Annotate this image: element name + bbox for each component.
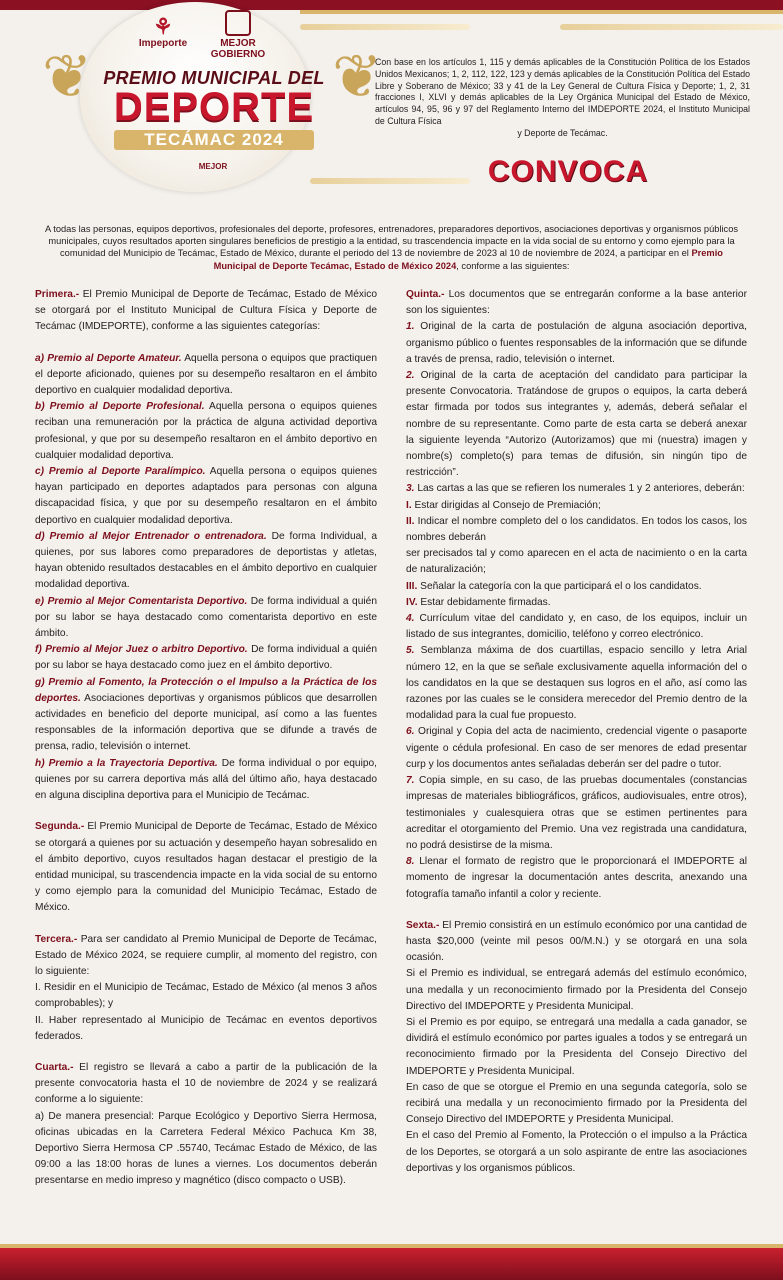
category-title: g) Premio al Fomento, la Protección o el Impulso a la Práctica de los deportes. xyxy=(35,676,377,704)
document-item xyxy=(406,773,747,854)
intro-paragraph xyxy=(40,223,743,272)
item-number: 4. xyxy=(406,613,415,625)
base-label: Tercera.- xyxy=(35,933,78,945)
item-number: 8. xyxy=(406,856,415,868)
item-text: Original y Copia del acta de nacimiento, credencial vigente o pasaporte vigente o cédula profesional. En caso de ser menores de edad presentar curp y los documentos antes señaladas deberán ser del padre o tutor. xyxy=(406,726,747,770)
tercera-base xyxy=(35,932,377,981)
category-text: De forma Individual, a quienes, por sus labores como preparadores de deportistas y atletas, hayan obtenido resultados destacables en el ámbito deportivo en cualquier modalidad deportiva. xyxy=(35,530,377,591)
category-c xyxy=(35,464,377,529)
category-e xyxy=(35,594,377,643)
base-label: Segunda.- xyxy=(35,821,85,833)
left-column xyxy=(35,287,377,1190)
item-text: Semblanza máxima de dos cuartillas, espacio sencillo y letra Arial número 12, en la que se señale exclusivamente aquella información del o los candidatos en la que se destaquen sus logros en el año, así como las razones por las cuales se le considera merecedor del Premio dentro de la modalidad para la cual fue propuesto. xyxy=(406,645,747,722)
base-text: Para ser candidato al Premio Municipal de Deporte de Tecámac, Estado de México 2024, se requiere cumplir, al momento del registro, con lo siguiente: xyxy=(35,933,377,977)
base-label: Sexta.- xyxy=(406,919,440,931)
prize-paragraph: En caso de que se otorgue el Premio en una segunda categoría, solo se recibirá una medalla y un reconocimiento firmado por la Presidenta del Consejo Directivo del IMDEPORTE y Presidenta Municipal. xyxy=(406,1081,747,1126)
decorative-stripe xyxy=(560,24,783,30)
athletes-icon: ⚘ xyxy=(153,14,173,39)
sexta-base xyxy=(406,918,747,967)
category-title: e) Premio al Mejor Comentarista Deportivo. xyxy=(35,595,248,607)
top-gold-stripe xyxy=(300,10,783,14)
sub-item xyxy=(406,498,747,514)
impeporte-label: Impeporte xyxy=(138,38,188,49)
quinta-base xyxy=(406,287,747,319)
item-roman: I. xyxy=(406,499,412,511)
category-title: d) Premio al Mejor Entrenador o entrenadora. xyxy=(35,530,267,542)
convoca-heading: CONVOCA xyxy=(487,155,649,188)
category-text: De forma individual a quién por su labor se haya destacado como comentarista deportivo en este ámbito. xyxy=(35,595,377,640)
requirement-i: I. Residir en el Municipio de Tecámac, Estado de México (al menos 3 años comprobables); y xyxy=(35,982,377,1010)
item-text: Indicar el nombre completo del o los candidatos. En todos los casos, los nombres deberán xyxy=(406,515,747,544)
requirement-ii: II. Haber representado al Municipio de Tecámac en eventos deportivos federados. xyxy=(35,1014,377,1042)
impeporte-logo xyxy=(128,16,198,49)
base-label: Cuarta.- xyxy=(35,1061,74,1073)
registration-location: a) De manera presencial: Parque Ecológico y Deportivo Sierra Hermosa, oficinas ubicadas en la Carretera Federal México Pachuca Km 38, Deportivo Sierra Hermosa CP .55740, Tecámac Estado de México, de las 09:00 a las 18:00 horas de lunes a viernes. Los documentos deberán presentarse en medio impreso y magnético (disco compacto o USB). xyxy=(35,1110,377,1187)
prize-paragraph: Si el Premio es individual, se entregará además del estímulo económico, una medalla y un reconocimiento firmado por la Presidenta del Consejo Directivo del IMDEPORTE y Presidenta Municipal. xyxy=(406,968,747,1012)
primera-base xyxy=(35,287,377,336)
category-title: b) Premio al Deporte Profesional. xyxy=(35,401,205,413)
category-g xyxy=(35,675,377,756)
legal-text-last: y Deporte de Tecámac. xyxy=(517,127,608,138)
category-text: De forma individual a quién por su labor se haya destacado como juez en el ámbito deportivo. xyxy=(35,644,377,672)
item-number: 6. xyxy=(406,726,415,738)
item-text: Original de la carta de postulación de alguna asociación deportiva, organismo público o fuentes responsables de la información que se difunde a través de prensa, radio, televisión o internet. xyxy=(406,321,747,365)
bottom-bar xyxy=(0,1248,783,1280)
base-text: El registro se llevará a cabo a partir de la publicación de la presente convocatoria hasta el 10 de noviembre de 2024 y se realizará conforme a lo siguiente: xyxy=(35,1061,377,1106)
base-text: El Premio Municipal de Deporte de Tecámac, Estado de México se otorgará a quienes por su actuación y desempeño hayan sobresalido en el ámbito deportivo, cuyos resultados hagan destacar el prestigio de la entidad municipal, su trascendencia impacte en la vida social de su entorno y como ejemplo para la comunidad del Municipio Tecámac, Estado de México. xyxy=(35,821,377,914)
base-text: El Premio consistirá en un estímulo económico por una cantidad de hasta $20,000 (veinte mil pesos 00/M.N.) y se otorgará en una sola ocasión. xyxy=(406,919,747,964)
document-item xyxy=(406,319,747,368)
category-text: Aquella persona o equipos quienes reciban una remuneración por la práctica de alguna actividad deportiva profesional, y que por su desempeño resaltaron en el ámbito deportivo en cualquier modalidad deportiva. xyxy=(35,401,377,461)
document-item xyxy=(406,611,747,643)
category-a xyxy=(35,351,377,400)
item-text: Estar dirigidas al Consejo de Premiación; xyxy=(411,499,601,511)
category-title: h) Premio a la Trayectoria Deportiva. xyxy=(35,757,218,769)
category-title: a) Premio al Deporte Amateur. xyxy=(35,352,182,364)
category-h xyxy=(35,756,377,805)
document-item xyxy=(406,854,747,903)
item-roman: IV. xyxy=(406,596,418,608)
item-text: Señalar la categoría con la que participará el o los candidatos. xyxy=(417,580,702,592)
category-text: Aquella persona o equipos quienes hayan participado en deportes adaptados para personas con alguna discapacidad física, y que por su desempeño resaltaron en el ámbito deportivo en cualquier modalidad deportiva. xyxy=(35,466,377,526)
category-text: Aquella persona o equipos que practiquen el deporte aficionado, quienes por su desempeño resaltaron en el ámbito deportivo en cualquier modalidad deportiva. xyxy=(35,352,377,397)
legal-basis xyxy=(375,57,750,140)
category-text: Asociaciones deportivas y organismos públicos que desarrollen actividades en beneficio del deporte municipal, así como a las fuentes responsables de la información deportiva que se difunde a través de prensa, radio, televisión o internet. xyxy=(35,692,377,753)
intro-award-name: Premio Municipal de Deporte Tecámac, Estado de México 2024 xyxy=(213,248,723,271)
intro-end: , conforme a las siguientes: xyxy=(456,260,570,271)
cuarta-base xyxy=(35,1060,377,1109)
item-text: Currículum vitae del candidato y, en caso, de los equipos, incluir un listado de sus integrantes, domicilio, teléfono y correo electrónico. xyxy=(406,613,747,641)
sub-item xyxy=(406,595,747,611)
tecamac-year-banner: TECÁMAC 2024 xyxy=(114,130,314,150)
sub-item xyxy=(406,514,747,546)
category-b xyxy=(35,399,377,464)
item-number: 2. xyxy=(406,370,415,382)
mejor-gobierno-logo xyxy=(208,10,268,60)
item-text: Copia simple, en su caso, de las pruebas documentales (constancias impresas de materiales bibliográficos, gráficos, audiovisuales, entre otros), testimoniales y cualesquiera otras que se estimen pertinentes para acreditar el otorgamiento del Premio. Una vez registrada una candidatura, no podrá desistirse de la misma. xyxy=(406,775,747,851)
document-item xyxy=(406,368,747,481)
base-label: Primera.- xyxy=(35,289,80,300)
document-item xyxy=(406,643,747,724)
document-item xyxy=(406,724,747,773)
item-number: 7. xyxy=(406,775,415,787)
sub-item-continuation: ser precisados tal y como aparecen en el acta de nacimiento o en la carta de naturalización; xyxy=(406,548,747,576)
item-number: 3. xyxy=(406,483,415,495)
document-item xyxy=(406,481,747,497)
sub-item xyxy=(406,579,747,595)
item-text: Las cartas a las que se refieren los numerales 1 y 2 anteriores, deberán: xyxy=(414,483,745,495)
prize-paragraph: En el caso del Premio al Fomento, la Protección o el impulso a la Práctica de los Deportes, se otorgará a un solo aspirante de entre las asociaciones deportivas y los organismos públicos. xyxy=(406,1130,747,1174)
base-label: Quinta.- xyxy=(406,289,445,300)
premio-heading: PREMIO MUNICIPAL DEL xyxy=(103,68,325,88)
award-emblem xyxy=(32,2,383,192)
intro-text: A todas las personas, equipos deportivos, profesionales del deporte, profesores, entrenadores, preparadores deportivos, asociaciones deportivas y organismos públicos municipales, cuyos resultados aporten singulares beneficios de prestigio a la entidad, su trascendencia impacte en la vida social de su entorno y como ejemplo para la comunidad del Municipio de Tecámac, Estado de México, durante el periodo del 13 de noviembre de 2023 al 10 de noviembre de 2024, a participar en el xyxy=(44,224,739,259)
municipal-seal-icon xyxy=(225,10,251,36)
right-column xyxy=(406,287,747,1177)
category-d xyxy=(35,529,377,594)
segunda-base xyxy=(35,819,377,916)
category-text: De forma individual o por equipo, quienes por su carrera deportiva más allá del último año, haya destacado en alguna disciplina deportiva para el Municipio de Tecámac. xyxy=(35,757,378,802)
item-number: 5. xyxy=(406,645,415,657)
item-number: 1. xyxy=(406,321,415,333)
item-text: Estar debidamente firmadas. xyxy=(417,596,551,608)
category-title: f) Premio al Mejor Juez o arbitro Deportivo. xyxy=(35,644,248,656)
category-title: c) Premio al Deporte Paralímpico. xyxy=(35,466,206,478)
base-text: Los documentos que se entregarán conforme a la base anterior son los siguientes: xyxy=(406,289,747,317)
base-text: El Premio Municipal de Deporte de Tecámac, Estado de México se otorgará por el Instituto Municipal de Cultura Física y Deporte de Tecámac (IMDEPORTE), conforme a las siguientes categorías: xyxy=(35,289,377,333)
item-roman: III. xyxy=(406,580,418,592)
mejor-gobierno-label: MEJOR GOBIERNO xyxy=(210,38,266,60)
deporte-title: DEPORTE xyxy=(113,85,315,129)
mini-mejor-logo: MEJOR xyxy=(198,162,228,171)
item-text: Llenar el formato de registro que le proporcionará el IMDEPORTE al momento de ingresar la documentación antes descrita, anexando una fotografía tamaño infantil a color y reciente. xyxy=(406,856,747,900)
legal-text: Con base en los artículos 1, 115 y demás aplicables de la Constitución Política de los Estados Unidos Mexicanos; 1, 2, 112, 122, 123 y demás aplicables de la Constitución Política del Estado Libre y Soberano de México; 33 y 41 de la Ley General de Cultura Física y Deporte; 1, 2, 31 fracciones I, XLVI y demás aplicables de la Ley Orgánica Municipal del Estado de México, artículos 94, 95, 96 y 97 del Reglamento Interno del IMDEPORTE 2024, el Instituto Municipal de Cultura Física xyxy=(375,57,750,126)
item-roman: II. xyxy=(406,515,415,527)
item-text: Original de la carta de aceptación del candidato para participar la presente Convocatoria. Tratándose de grupos o equipos, la carta deberá estar firmada por todos sus integrantes y, además, deberá señalar el nombre de su representante. Como parte de esta carta se deberá anexar la siguiente leyenda “Autorizo (Autorizamos) que mi (nuestra) imagen y nombre(s) completo(s) para temas de difusión, sin ningún tipo de restricción”. xyxy=(406,370,747,479)
category-f xyxy=(35,642,377,674)
laurel-left-icon: ❦ xyxy=(42,43,93,110)
laurel-right-icon: ❦ xyxy=(332,43,383,110)
prize-paragraph: Si el Premio es por equipo, se entregará una medalla a cada ganador, se dividirá el estímulo económico por partes iguales a todos y se entregará un reconocimiento firmado por la Presidenta del Consejo Directivo del IMDEPORTE y Presidenta Municipal. xyxy=(406,1016,747,1077)
